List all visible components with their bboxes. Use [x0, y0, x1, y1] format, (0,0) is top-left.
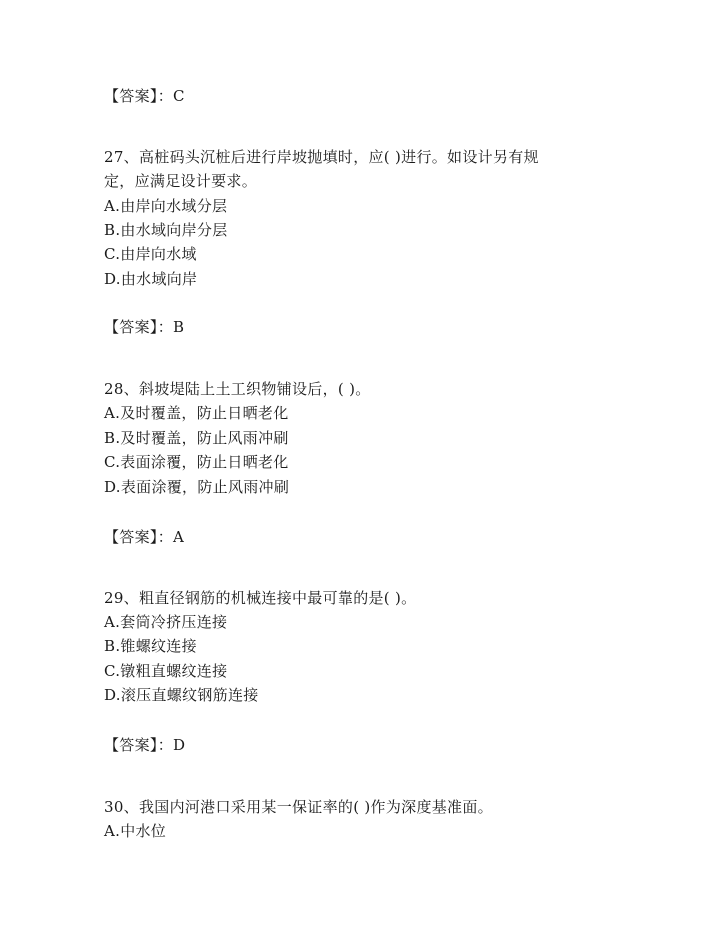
question-27-option-a: A.由岸向水域分层: [104, 197, 228, 215]
question-28-stem: 28、斜坡堤陆上土工织物铺设后，( )。: [104, 380, 371, 398]
question-27-stem-line2: 定，应满足设计要求。: [104, 172, 258, 190]
answer-29: 【答案】：D: [104, 736, 186, 754]
question-27-option-b: B.由水域向岸分层: [104, 221, 228, 239]
question-28-option-a: A.及时覆盖，防止日晒老化: [104, 404, 289, 422]
question-28-option-d: D.表面涂覆，防止风雨冲刷: [104, 478, 290, 496]
question-27-stem-line1: 27、高桩码头沉桩后进行岸坡抛填时，应( )进行。如设计另有规: [104, 148, 539, 166]
answer-26: 【答案】：C: [104, 87, 185, 105]
question-28-option-b: B.及时覆盖，防止风雨冲刷: [104, 429, 289, 447]
question-27-option-d: D.由水域向岸: [104, 270, 198, 288]
question-29-option-b: B.锥螺纹连接: [104, 637, 197, 655]
answer-28: 【答案】：A: [104, 528, 185, 546]
question-29-stem: 29、粗直径钢筋的机械连接中最可靠的是( )。: [104, 589, 417, 607]
question-29-option-a: A.套筒冷挤压连接: [104, 613, 228, 631]
question-28-option-c: C.表面涂覆，防止日晒老化: [104, 453, 289, 471]
answer-27: 【答案】：B: [104, 318, 185, 336]
question-29-option-c: C.镦粗直螺纹连接: [104, 662, 228, 680]
question-27-option-c: C.由岸向水域: [104, 245, 197, 263]
question-30-option-a: A.中水位: [104, 822, 167, 840]
question-29-option-d: D.滚压直螺纹钢筋连接: [104, 686, 259, 704]
question-30-stem: 30、我国内河港口采用某一保证率的( )作为深度基准面。: [104, 798, 493, 816]
